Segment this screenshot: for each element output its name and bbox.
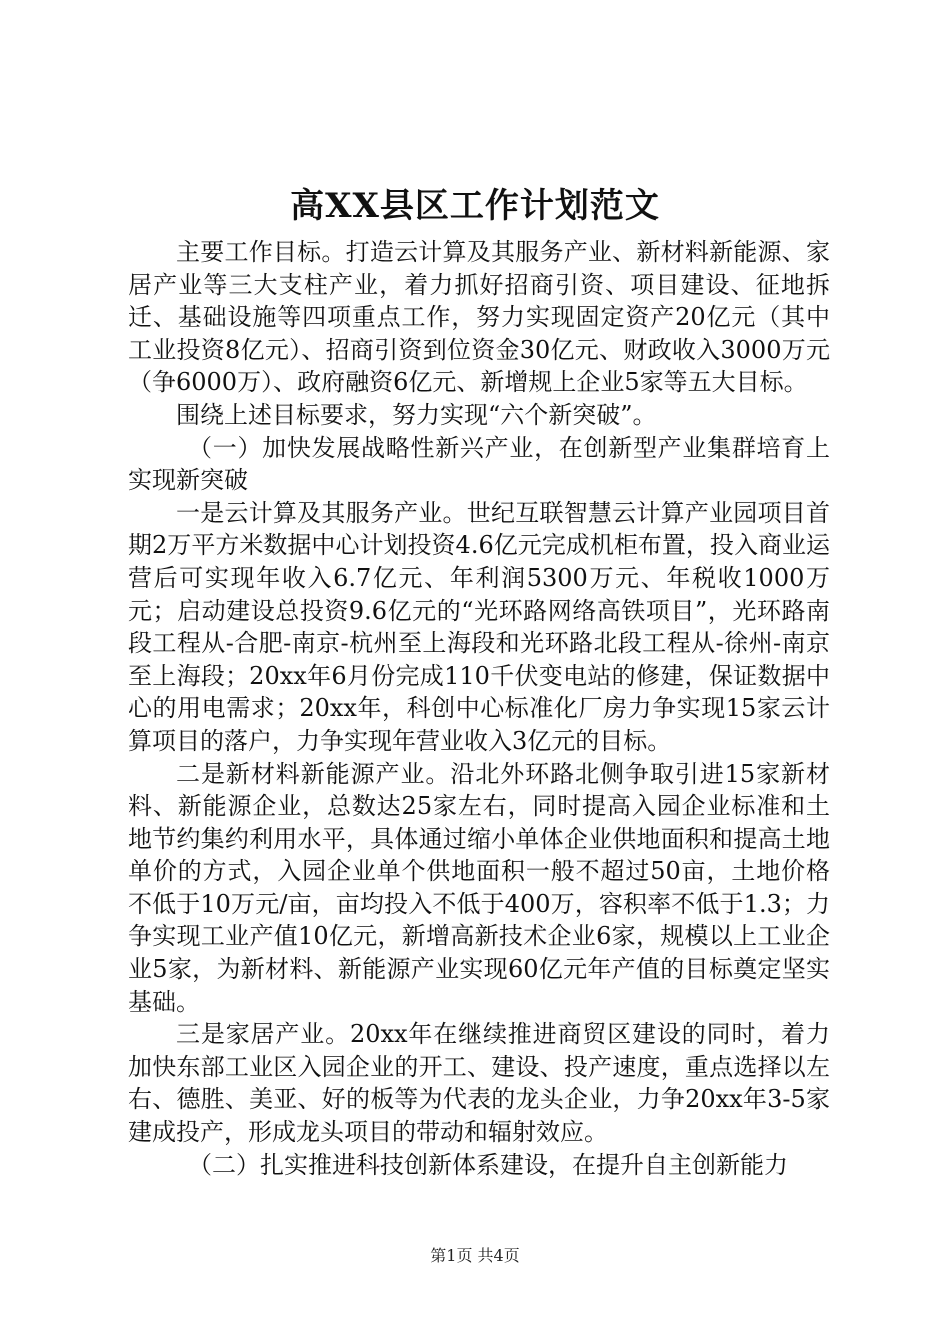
section-heading-2: （二）扎实推进科技创新体系建设，在提升自主创新能力 [188,1150,788,1179]
paragraph-home-furnishing: 三是家居产业。20xx年在继续推进商贸区建设的同时，着力加快东部工业区入园企业的开工、建设、投产速度，重点选择以左右、德胜、美亚、好的板等为代表的龙头企业，力争20xx年3-5家建成投产，形成龙头项目的带动和辐射效应。 [128,1020,830,1147]
paragraph-new-materials: 二是新材料新能源产业。沿北外环路北侧争取引进15家新材料、新能源企业，总数达25家左右，同时提高入园企业标准和土地节约集约利用水平，具体通过缩小单体企业供地面积和提高土地单价的方式，入园企业单个供地面积一般不超过50亩，土地价格不低于10万元/亩，亩均投入不低于400万，容积率不低于1.3；力争实现工业产值10亿元，新增高新技术企业6家，规模以上工业企业5家，为新材料、新能源产业实现60亿元年产值的目标奠定坚实基础。 [128,759,830,1016]
document-body [128,236,830,1181]
section-heading-1: （一）加快发展战略性新兴产业，在创新型产业集群培育上实现新突破 [128,433,830,495]
paragraph-main-goals: 主要工作目标。打造云计算及其服务产业、新材料新能源、家居产业等三大支柱产业，着力抓好招商引资、项目建设、征地拆迁、基础设施等四项重点工作，努力实现固定资产20亿元（其中工业投资8亿元）、招商引资到位资金30亿元、财政收入3000万元（争6000万）、政府融资6亿元、新增规上企业5家等五大目标。 [128,238,830,397]
document-title: 高XX县区工作计划范文 [290,186,660,226]
paragraph-six-breakthroughs: 围绕上述目标要求，努力实现“六个新突破”。 [176,400,657,429]
page-footer: 第1页 共4页 [430,1246,520,1265]
paragraph-cloud-computing: 一是云计算及其服务产业。世纪互联智慧云计算产业园项目首期2万平方米数据中心计划投资4.6亿元完成机柜布置，投入商业运营后可实现年收入6.7亿元、年利润5300万元、年税收1000万元；启动建设总投资9.6亿元的“光环路网络高铁项目”，光环路南段工程从-合肥-南京-杭州至上海段和光环路北段工程从-徐州-南京至上海段；20xx年6月份完成110千伏变电站的修建，保证数据中心的用电需求；20xx年，科创中心标准化厂房力争实现15家云计算项目的落户，力争实现年营业收入3亿元的目标。 [128,498,830,755]
